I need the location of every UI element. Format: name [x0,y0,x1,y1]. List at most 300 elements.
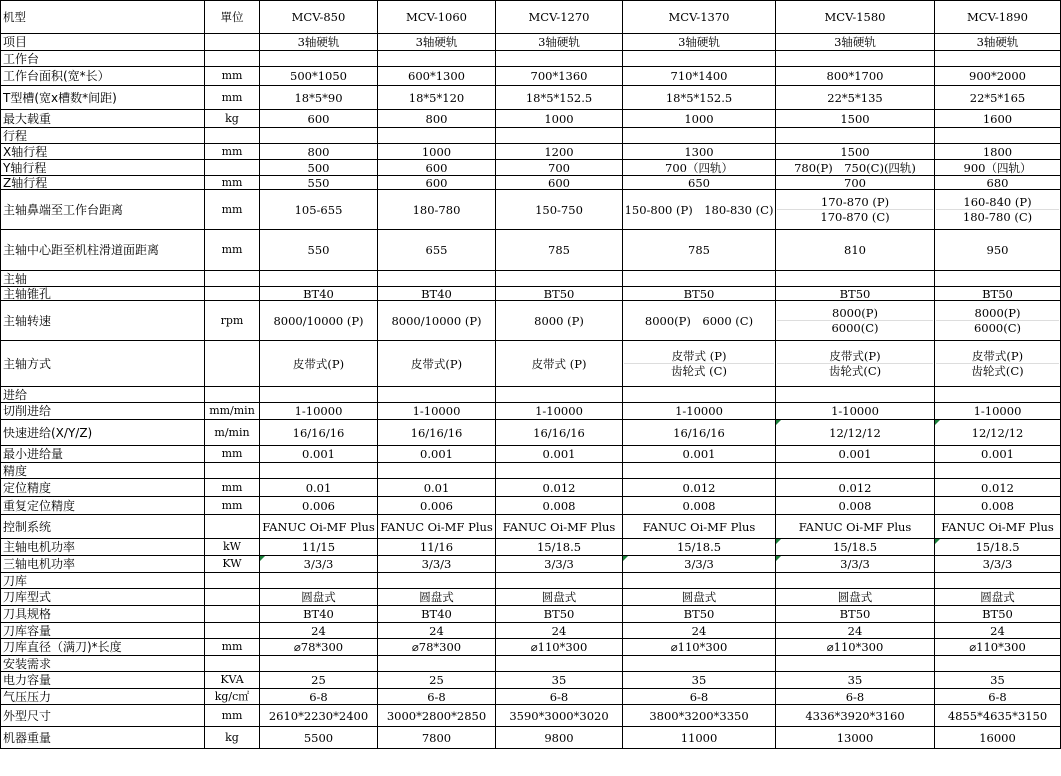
value-line: 皮带式(P) [829,349,881,363]
value-cell: 150-750 [496,190,623,230]
row-unit: mm [205,67,260,86]
value-cell: 0.006 [378,497,496,515]
row-label: Y轴行程 [1,160,205,176]
row-unit [205,387,260,403]
spec-row [1,67,1061,86]
value-cell [935,301,1061,341]
row-unit: mm [205,144,260,160]
row-unit [205,606,260,623]
spec-row [1,387,1061,403]
value-cell: 0.008 [496,497,623,515]
row-unit: mm [205,86,260,110]
value-cell: 600 [378,176,496,190]
row-label: 进给 [1,387,205,403]
value-cell: 3轴硬轨 [496,34,623,51]
value-cell [935,51,1061,67]
row-label: 主轴鼻端至工作台距离 [1,190,205,230]
row-unit [205,573,260,589]
value-cell: 1800 [935,144,1061,160]
value-cell: 9800 [496,727,623,749]
value-cell: 35 [776,672,935,689]
value-cell: 16/16/16 [623,420,776,446]
value-line: 皮带式 (P) [671,349,727,363]
value-cell: BT40 [260,606,378,623]
value-cell [260,656,378,672]
value-line: 齿轮式 (C) [624,363,774,378]
value-cell: ⌀110*300 [623,639,776,656]
value-cell: BT40 [260,287,378,301]
value-cell: 12/12/12 [935,420,1061,446]
value-cell: 圆盘式 [260,589,378,606]
value-cell: 810 [776,230,935,271]
value-cell: 0.012 [776,479,935,497]
row-unit [205,515,260,539]
value-cell [260,51,378,67]
value-cell [935,387,1061,403]
value-cell: 24 [260,623,378,639]
spec-row [1,176,1061,190]
value-cell: 1-10000 [496,403,623,420]
spec-row [1,110,1061,128]
value-cell: 1-10000 [378,403,496,420]
value-cell: 皮带式(P) [260,341,378,387]
value-cell [378,573,496,589]
value-cell: 6-8 [935,689,1061,705]
value-cell [260,387,378,403]
value-cell: FANUC Oi-MF Plus [378,515,496,539]
row-label: 主轴 [1,271,205,287]
value-cell: 680 [935,176,1061,190]
value-cell [776,128,935,144]
value-cell: FANUC Oi-MF Plus [623,515,776,539]
value-cell: 4855*4635*3150 [935,705,1061,727]
value-cell: 24 [496,623,623,639]
value-cell: 皮带式(P) [378,341,496,387]
spec-row [1,656,1061,672]
value-cell: 圆盘式 [378,589,496,606]
spec-row [1,301,1061,341]
value-cell [623,656,776,672]
value-cell: 0.01 [378,479,496,497]
value-cell: 15/18.5 [623,539,776,556]
value-cell: 3000*2800*2850 [378,705,496,727]
spec-row [1,271,1061,287]
row-unit: kg/c㎡ [205,689,260,705]
value-cell [935,190,1061,230]
value-cell: 圆盘式 [935,589,1061,606]
value-cell: BT50 [935,287,1061,301]
model-name: MCV-1370 [623,1,776,34]
value-cell: 3轴硬轨 [623,34,776,51]
model-name: MCV-1580 [776,1,935,34]
value-cell: 24 [378,623,496,639]
value-line: 6000(C) [777,320,933,335]
value-cell: 6-8 [776,689,935,705]
value-line: 8000(P) [832,306,878,320]
value-cell [378,656,496,672]
row-label: 主轴转速 [1,301,205,341]
spec-row [1,479,1061,497]
value-cell: 圆盘式 [623,589,776,606]
row-unit: kW [205,539,260,556]
value-cell: BT40 [378,287,496,301]
row-label: 切削进给 [1,403,205,420]
value-cell: 8000/10000 (P) [260,301,378,341]
value-cell: 24 [623,623,776,639]
row-label: 机器重量 [1,727,205,749]
value-cell [260,128,378,144]
spec-row [1,128,1061,144]
value-cell: 1-10000 [935,403,1061,420]
row-label: 主轴方式 [1,341,205,387]
row-label: T型槽(宽x槽数*间距) [1,86,205,110]
value-cell: BT50 [623,606,776,623]
value-line: 8000(P) [974,306,1021,320]
value-cell [378,128,496,144]
header-row [1,1,1061,34]
value-cell: ⌀110*300 [935,639,1061,656]
value-cell: 1000 [623,110,776,128]
row-label: 刀库容量 [1,623,205,639]
value-cell: 700*1360 [496,67,623,86]
value-cell: BT50 [496,287,623,301]
value-cell [776,463,935,479]
value-cell: BT50 [776,606,935,623]
value-line: 齿轮式(C) [777,363,933,378]
value-line: 皮带式(P) [971,349,1024,363]
value-cell [776,301,935,341]
value-cell [260,463,378,479]
model-name: MCV-850 [260,1,378,34]
value-cell: BT50 [496,606,623,623]
value-cell: 600 [378,160,496,176]
value-cell: ⌀78*300 [260,639,378,656]
spec-row [1,539,1061,556]
row-unit: mm [205,479,260,497]
row-unit: KW [205,556,260,573]
row-unit: mm [205,446,260,463]
row-label: 工作台 [1,51,205,67]
value-cell: 0.01 [260,479,378,497]
value-cell [260,271,378,287]
value-cell: 16/16/16 [496,420,623,446]
value-cell [496,656,623,672]
spec-row [1,705,1061,727]
spec-row [1,556,1061,573]
value-cell: 6-8 [623,689,776,705]
value-cell [776,271,935,287]
value-cell: BT50 [935,606,1061,623]
row-unit [205,463,260,479]
value-cell: 1-10000 [623,403,776,420]
value-cell: 8000/10000 (P) [378,301,496,341]
value-cell: 22*5*165 [935,86,1061,110]
value-cell: 105-655 [260,190,378,230]
value-cell [776,387,935,403]
row-label: 刀库直径（满刀)*长度 [1,639,205,656]
row-unit: mm [205,230,260,271]
value-cell: 1300 [623,144,776,160]
value-cell: 0.001 [623,446,776,463]
value-cell [378,271,496,287]
row-unit [205,34,260,51]
value-cell: 0.012 [935,479,1061,497]
row-label: 精度 [1,463,205,479]
value-cell [378,463,496,479]
row-label: 重复定位精度 [1,497,205,515]
value-cell: 3/3/3 [496,556,623,573]
value-cell: 1200 [496,144,623,160]
value-cell: 11/15 [260,539,378,556]
spec-row [1,606,1061,623]
value-cell [496,463,623,479]
row-unit: mm [205,190,260,230]
value-cell: 25 [260,672,378,689]
value-cell: 3590*3000*3020 [496,705,623,727]
value-cell: 13000 [776,727,935,749]
row-label: 刀具规格 [1,606,205,623]
value-cell: 15/18.5 [935,539,1061,556]
value-cell: 6-8 [378,689,496,705]
value-line: 6000(C) [936,320,1059,335]
row-unit: mm [205,176,260,190]
value-cell: 1500 [776,110,935,128]
row-unit [205,271,260,287]
value-cell: ⌀78*300 [378,639,496,656]
value-cell: 780(P) 750(C)(四轨) [776,160,935,176]
value-cell [776,656,935,672]
row-label: 电力容量 [1,672,205,689]
row-label: 刀库 [1,573,205,589]
value-cell: 8000 (P) [496,301,623,341]
spec-row [1,463,1061,479]
value-cell: 1000 [496,110,623,128]
row-label: 快速进给(X/Y/Z) [1,420,205,446]
row-unit: mm [205,705,260,727]
value-cell: 0.008 [623,497,776,515]
value-cell [935,341,1061,387]
spec-row [1,446,1061,463]
header-unit: 單位 [205,1,260,34]
value-line: 160-840 (P) [963,195,1032,209]
spec-row [1,497,1061,515]
row-unit: kg [205,727,260,749]
row-label: 行程 [1,128,205,144]
value-line: 180-780 (C) [936,209,1059,224]
spec-row [1,689,1061,705]
value-cell: 600 [496,176,623,190]
value-cell: FANUC Oi-MF Plus [935,515,1061,539]
value-cell: 0.012 [623,479,776,497]
row-unit: kg [205,110,260,128]
value-cell: 180-780 [378,190,496,230]
spec-row [1,144,1061,160]
value-cell: 35 [496,672,623,689]
value-cell: 0.001 [496,446,623,463]
value-cell: 3轴硬轨 [378,34,496,51]
value-cell [378,51,496,67]
value-cell: 22*5*135 [776,86,935,110]
row-label: 主轴锥孔 [1,287,205,301]
value-cell: 950 [935,230,1061,271]
value-cell [935,271,1061,287]
row-unit: mm/min [205,403,260,420]
row-unit [205,287,260,301]
value-cell [776,190,935,230]
value-cell [623,51,776,67]
value-cell: 3轴硬轨 [776,34,935,51]
value-cell: 11000 [623,727,776,749]
value-cell: 800 [378,110,496,128]
value-cell: 6-8 [496,689,623,705]
row-label: 外型尺寸 [1,705,205,727]
row-label: 最大载重 [1,110,205,128]
model-name: MCV-1270 [496,1,623,34]
value-cell [623,573,776,589]
model-name: MCV-1890 [935,1,1061,34]
row-label: 控制系统 [1,515,205,539]
spec-row [1,727,1061,749]
value-cell: 18*5*90 [260,86,378,110]
value-cell [260,573,378,589]
spec-row [1,34,1061,51]
value-cell [496,573,623,589]
value-cell: 650 [623,176,776,190]
row-label: 主轴电机功率 [1,539,205,556]
value-cell [378,387,496,403]
value-cell: 3轴硬轨 [260,34,378,51]
row-unit [205,128,260,144]
spec-row [1,515,1061,539]
value-cell: 800*1700 [776,67,935,86]
value-cell [496,128,623,144]
row-label: X轴行程 [1,144,205,160]
row-label: 定位精度 [1,479,205,497]
row-unit [205,341,260,387]
value-cell: 16000 [935,727,1061,749]
value-cell: 500*1050 [260,67,378,86]
value-cell: FANUC Oi-MF Plus [776,515,935,539]
value-cell: 0.001 [260,446,378,463]
spec-row [1,341,1061,387]
value-cell: ⌀110*300 [776,639,935,656]
row-label: 三轴电机功率 [1,556,205,573]
model-name: MCV-1060 [378,1,496,34]
value-cell: 710*1400 [623,67,776,86]
value-cell: BT50 [776,287,935,301]
value-cell: 16/16/16 [260,420,378,446]
value-cell: 16/16/16 [378,420,496,446]
value-cell: 1-10000 [776,403,935,420]
value-cell: 800 [260,144,378,160]
value-cell: 3/3/3 [935,556,1061,573]
value-cell: 550 [260,230,378,271]
value-cell: 3/3/3 [378,556,496,573]
value-cell: 15/18.5 [496,539,623,556]
value-cell: 3800*3200*3350 [623,705,776,727]
value-cell: 500 [260,160,378,176]
value-cell: BT50 [623,287,776,301]
row-label: 主轴中心距至机柱滑道面距离 [1,230,205,271]
row-label: 安装需求 [1,656,205,672]
value-cell: BT40 [378,606,496,623]
value-cell: 150-800 (P) 180-830 (C) [623,190,776,230]
value-cell: 圆盘式 [496,589,623,606]
value-cell [776,341,935,387]
value-cell: 0.001 [776,446,935,463]
value-cell: 2610*2230*2400 [260,705,378,727]
value-cell: 4336*3920*3160 [776,705,935,727]
row-unit: KVA [205,672,260,689]
value-cell [935,463,1061,479]
value-cell: 1-10000 [260,403,378,420]
value-cell [935,573,1061,589]
value-cell [935,128,1061,144]
spec-row [1,160,1061,176]
value-cell: 7800 [378,727,496,749]
value-line: 170-870 (P) [820,195,890,209]
spec-row [1,639,1061,656]
value-cell: FANUC Oi-MF Plus [496,515,623,539]
value-cell [623,271,776,287]
value-cell: 1600 [935,110,1061,128]
row-label: 刀库型式 [1,589,205,606]
value-cell: 11/16 [378,539,496,556]
value-cell [623,463,776,479]
value-cell: 1000 [378,144,496,160]
value-cell: 900（四轨） [935,160,1061,176]
header-label: 机型 [1,1,205,34]
value-cell: 0.012 [496,479,623,497]
value-cell: 8000(P) 6000 (C) [623,301,776,341]
spec-row [1,420,1061,446]
value-cell: 600 [260,110,378,128]
value-cell: 35 [935,672,1061,689]
value-cell [496,271,623,287]
value-cell: ⌀110*300 [496,639,623,656]
value-cell: 600*1300 [378,67,496,86]
row-label: 最小进给量 [1,446,205,463]
value-cell: 655 [378,230,496,271]
value-cell [496,51,623,67]
value-cell: 24 [935,623,1061,639]
value-cell: 18*5*152.5 [623,86,776,110]
row-unit: mm [205,639,260,656]
spec-row [1,51,1061,67]
value-cell [776,573,935,589]
value-cell: 0.001 [935,446,1061,463]
row-unit [205,623,260,639]
value-cell: 700 [496,160,623,176]
value-cell: 皮带式 (P) [496,341,623,387]
value-cell: 3/3/3 [260,556,378,573]
value-cell: 0.001 [378,446,496,463]
value-cell: 900*2000 [935,67,1061,86]
row-unit: rpm [205,301,260,341]
row-label: Z轴行程 [1,176,205,190]
spec-row [1,672,1061,689]
value-cell: 15/18.5 [776,539,935,556]
spec-row [1,287,1061,301]
value-line: 170-870 (C) [777,209,933,224]
row-unit [205,589,260,606]
spec-row [1,589,1061,606]
value-cell: 0.006 [260,497,378,515]
value-cell: 6-8 [260,689,378,705]
spec-row [1,403,1061,420]
value-cell: 18*5*152.5 [496,86,623,110]
spec-row [1,623,1061,639]
